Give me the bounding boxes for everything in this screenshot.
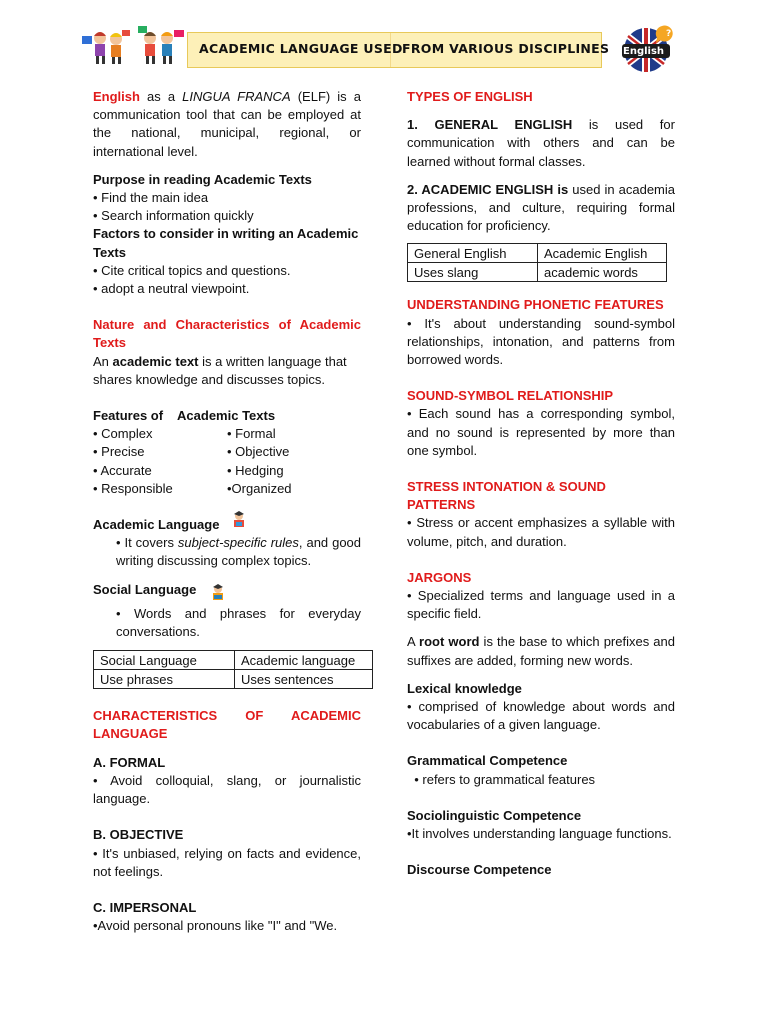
table-cell: Uses slang — [408, 263, 538, 282]
feature-item: • Complex — [93, 426, 153, 442]
english-flag-badge-icon — [618, 22, 678, 74]
nature-rest: is a written language that shares knowledge and discusses topics. — [93, 353, 347, 387]
academic-language-pre: • It covers — [116, 535, 178, 551]
student-studying-icon — [210, 583, 226, 606]
jargons-text: • Specialized terms and language used in a specific field. — [407, 588, 675, 622]
formal-text: • Avoid colloquial, slang, or journalistic language. — [93, 772, 361, 807]
social-language-title: Social Language — [93, 581, 197, 597]
table-cell: Academic English — [538, 244, 667, 263]
intro-rest: (ELF) is a communication tool that can be employed at the national, municipal, regional, or international level. — [93, 89, 361, 159]
academic-language-text — [93, 534, 361, 570]
root-word-paragraph — [407, 633, 675, 669]
left-column — [93, 88, 361, 935]
stress-title: STRESS INTONATION & SOUND PATTERNS — [407, 479, 606, 513]
features-col2 — [227, 425, 361, 498]
students-illustration-right — [134, 24, 186, 66]
objective-title: B. OBJECTIVE — [93, 827, 184, 843]
lexical-title: Lexical knowledge — [407, 680, 522, 696]
table-cell: academic words — [538, 263, 667, 282]
general-english-rest: is used for communication with others and can be learned without formal classes. — [407, 117, 675, 169]
general-english-bold: 1. GENERAL ENGLISH — [407, 117, 573, 133]
types-title: TYPES OF ENGLISH — [407, 89, 533, 104]
root-pre: A — [407, 634, 420, 650]
general-vs-academic-table — [407, 243, 667, 282]
factors-item: • Cite critical topics and questions. — [93, 262, 291, 278]
formal-title: A. FORMAL — [93, 754, 166, 770]
nature-title: Nature and Characteristics of Academic Texts — [93, 317, 361, 351]
feature-item: • Hedging — [227, 462, 284, 478]
academic-language-heading — [93, 516, 361, 534]
feature-item: • Precise — [93, 444, 145, 460]
nature-pre: An — [93, 353, 113, 369]
factors-item: • adopt a neutral viewpoint. — [93, 281, 250, 297]
sociolinguistic-title: Sociolinguistic Competence — [407, 807, 582, 823]
social-language-text: • Words and phrases for everyday conversations. — [116, 605, 361, 640]
table-cell: Social Language — [94, 651, 235, 670]
intro-italic: LINGUA FRANCA — [182, 89, 291, 104]
table-row — [94, 651, 373, 670]
impersonal-title: C. IMPERSONAL — [93, 899, 197, 915]
nature-bold: academic text — [112, 353, 199, 369]
purpose-title: Purpose in reading Academic Texts — [93, 171, 312, 187]
intro-mid: as a — [139, 89, 183, 104]
academic-language-italic: subject-specific rules — [177, 535, 299, 551]
jargons-title: JARGONS — [407, 569, 472, 585]
academic-english-paragraph — [407, 181, 675, 236]
stress-text: • Stress or accent emphasizes a syllable with volume, pitch, and duration. — [407, 515, 675, 549]
phonetic-title: UNDERSTANDING PHONETIC FEATURES — [407, 297, 664, 313]
lexical-text: • comprised of knowledge about words and vocabularies of a given language. — [407, 699, 675, 733]
nature-paragraph — [93, 353, 361, 389]
purpose-item: • Search information quickly — [93, 208, 254, 224]
feature-item: •Organized — [227, 480, 292, 496]
phonetic-text: • It's about understanding sound-symbol relationships, intonation, and patterns from borrowed words. — [407, 315, 675, 368]
academic-language-title: Academic Language — [93, 517, 220, 533]
impersonal-text: •Avoid personal pronouns like "I" and "We. — [93, 918, 338, 934]
factors-title: Factors to consider in writing an Academic Texts — [93, 226, 359, 260]
grammatical-text: • refers to grammatical features — [407, 771, 596, 787]
table-cell: General English — [408, 244, 538, 263]
table-row — [408, 244, 667, 263]
sound-symbol-text: • Each sound has a corresponding symbol, and no sound is represented by more than one symbol. — [407, 406, 675, 458]
title-banner — [187, 32, 610, 68]
academic-language-rest: , and good writing discussing complex topics. — [116, 535, 362, 569]
title-left: ACADEMIC LANGUAGE USED — [199, 41, 403, 56]
feature-item: • Responsible — [93, 480, 173, 496]
svg-text:?: ? — [666, 29, 672, 39]
discourse-title: Discourse Competence — [407, 862, 552, 878]
table-cell: Use phrases — [94, 670, 235, 689]
table-cell: Academic language — [235, 651, 373, 670]
table-row — [94, 670, 373, 689]
student-reading-icon — [231, 510, 247, 533]
title-right: FROM VARIOUS DISCIPLINES — [402, 41, 610, 56]
social-vs-academic-table — [93, 650, 373, 689]
general-english-paragraph — [407, 116, 675, 171]
intro-paragraph — [93, 88, 361, 161]
feature-item: • Objective — [227, 444, 290, 460]
table-cell: Uses sentences — [235, 670, 373, 689]
root-bold: root word — [419, 634, 480, 650]
right-column — [407, 88, 675, 880]
sound-symbol-title: SOUND-SYMBOL RELATIONSHIP — [407, 388, 614, 404]
students-illustration-left — [80, 26, 132, 66]
badge-label: English — [623, 46, 665, 57]
table-row — [408, 263, 667, 282]
root-rest: is the base to which prefixes and suffixes are added, forming new words. — [407, 634, 675, 668]
purpose-item: • Find the main idea — [93, 190, 209, 206]
grammatical-title: Grammatical Competence — [407, 753, 568, 769]
characteristics-title: CHARACTERISTICS OF ACADEMIC LANGUAGE — [93, 708, 361, 742]
academic-english-bold: 2. ACADEMIC ENGLISH is — [407, 181, 569, 197]
features-title: Features of Academic Texts — [93, 408, 276, 424]
feature-item: • Formal — [227, 426, 276, 442]
feature-item: • Accurate — [93, 462, 152, 478]
features-list — [93, 425, 361, 498]
features-col1 — [93, 425, 227, 498]
sociolinguistic-text: •It involves understanding language functions. — [407, 826, 672, 842]
objective-text: • It's unbiased, relying on facts and evidence, not feelings. — [93, 845, 361, 879]
social-language-heading — [93, 581, 361, 599]
academic-english-rest: used in academia professions, and culture, requiring formal education for proficiency. — [407, 181, 676, 234]
intro-word: English — [93, 89, 140, 104]
